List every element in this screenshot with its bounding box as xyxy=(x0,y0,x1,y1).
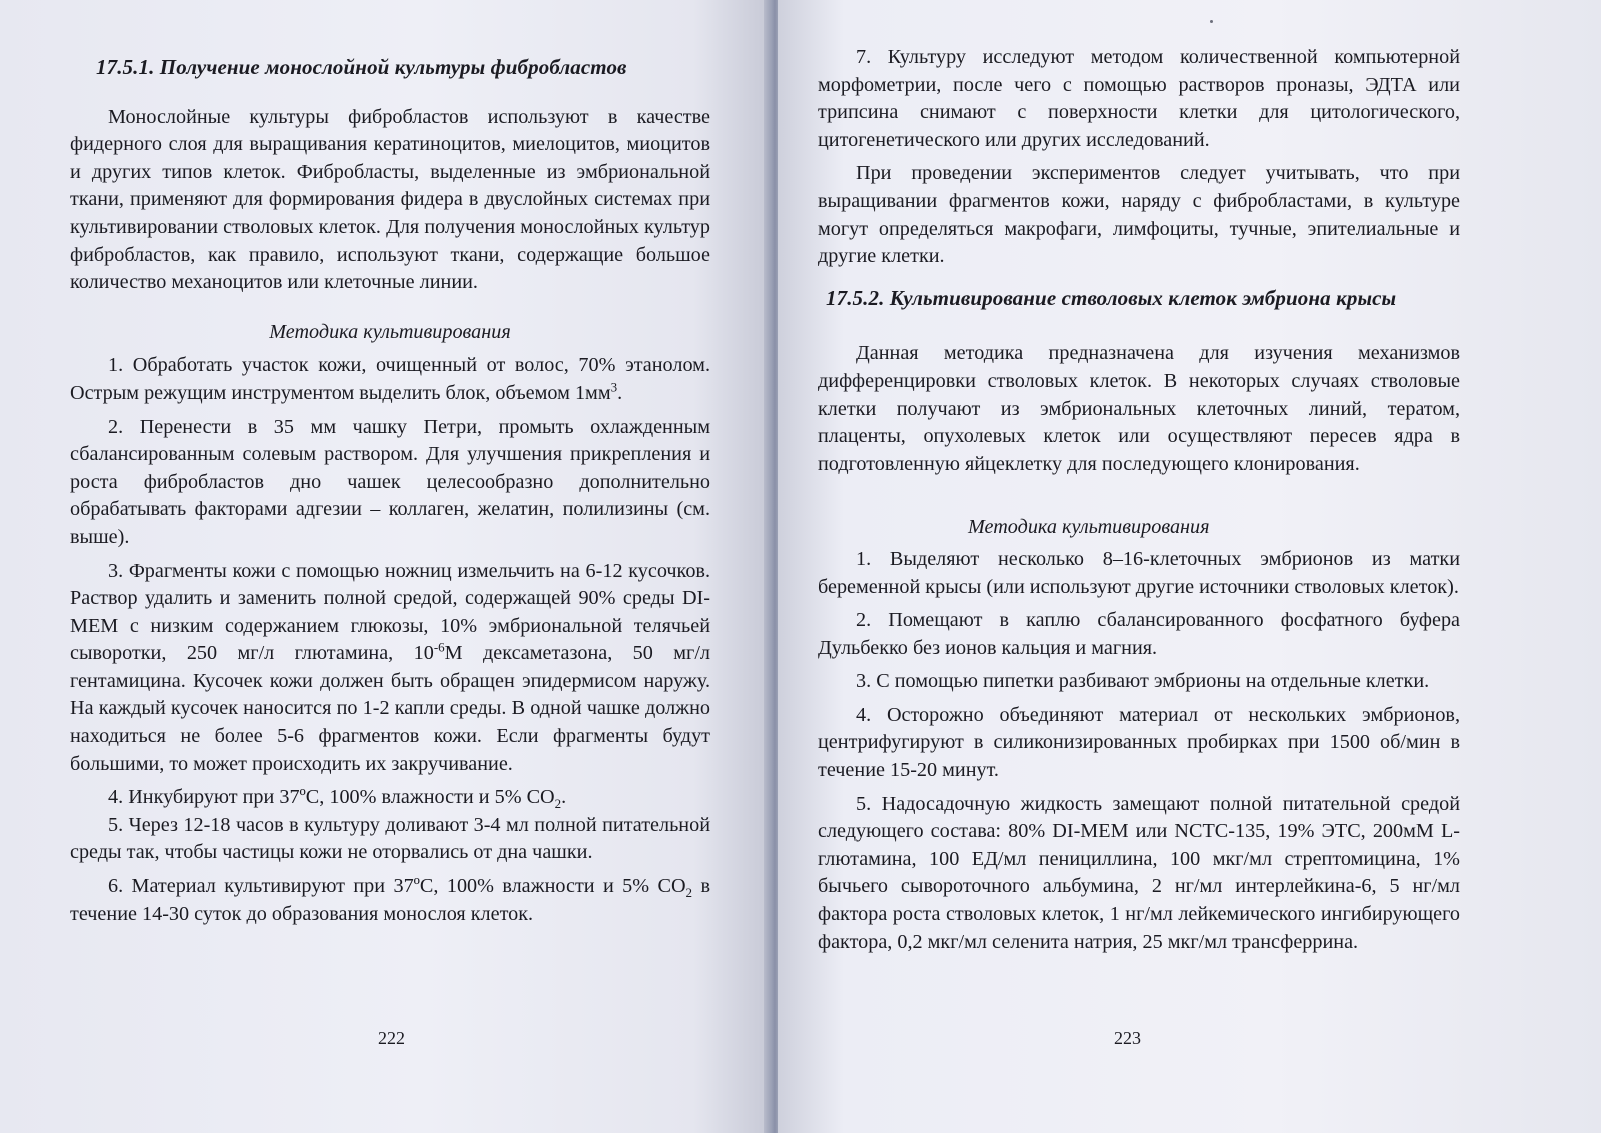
right-note-paragraph: При проведении экспериментов следует учитывать, что при выращивании фрагментов кожи, наряду с фибробластами, в культуре могут определяться макрофаги, лимфоциты, тучные, эпителиальные и другие клетки. xyxy=(818,162,1460,268)
right-intro-paragraph: Данная методика предназначена для изучения механизмов дифференцировки стволовых клеток. В некоторых случаях стволовые клетки получают из эмбриональных клеточных линий, тератом, плаценты, опухолевых клеток или осуществляют пересев ядра в подготовленную яйцеклетку для последующего клонирования. xyxy=(818,342,1460,475)
right-step-3: 3. С помощью пипетки разбивают эмбрионы на отдельные клетки. xyxy=(856,670,1430,693)
left-intro-paragraph: Монослойные культуры фибробластов используют в качестве фидерного слоя для выращивания кератиноцитов, миелоцитов, миоцитов и других типов клеток. Фибробласты, выделенные из эмбриональной ткани, применяют для формирования фидера в двуслойных системах при культивировании стволовых клеток. Для получения монослойных культур фибробластов, как правило, используют ткани, содержащие большое количество механоцитов или клеточные линии. xyxy=(70,105,710,294)
right-step-7: 7. Культуру исследуют методом количественной компьютерной морфометрии, после чего с помощью растворов проназы, ЭДТА или трипсина снимают с поверхности клетки для цитологического, цитогенетического или других исследований. xyxy=(818,46,1460,151)
right-page xyxy=(778,0,1601,1133)
left-step-3: 3. Фрагменты кожи с помощью ножниц измельчить на 6-12 кусочков. Раствор удалить и заменить полной средой, содержащей 90% среды DI-MEM с низким содержанием глюкозы, 10% эмбриональной телячьей сыворотки, 250 мг/л глютамина, $10^{-6}М$ дексаметазона, 50 мг/л гентамицина. Кусочек кожи должен быть обращен эпидермисом наружу. На каждый кусочек наносится по 1-2 капли среды. В одной чашке должно находиться не более 5-6 фрагментов кожи. Если фрагменты будут большими, то может происходить их закручивание. xyxy=(70,559,710,775)
left-method-title: Методика культивирования xyxy=(269,320,511,343)
left-step-5: 5. Через 12-18 часов в культуру доливают 3-4 мл полной питательной среды так, чтобы частицы кожи не оторвались от дна чашки. xyxy=(70,813,710,864)
right-step-2: 2. Помещают в каплю сбалансированного фосфатного буфера Дульбекко без ионов кальция и магния. xyxy=(818,609,1460,659)
right-method-title: Методика культивирования xyxy=(968,516,1210,539)
right-step-1: 1. Выделяют несколько 8–16-клеточных эмбрионов из матки беременной крысы (или используют другие источники стволовых клеток). xyxy=(818,547,1460,598)
scan-speck xyxy=(1210,20,1213,23)
left-page-number: 222 xyxy=(378,1028,405,1048)
right-step-4: 4. Осторожно объединяют материал от нескольких эмбрионов, центрифугируют в силиконизированных пробирках при 1500 об/мин в течение 15-20 минут. xyxy=(818,703,1460,782)
left-step-2: 2. Перенести в 35 мм чашку Петри, промыть охлажденным сбалансированным солевым раствором. Для улучшения прикрепления и роста фибробластов дно чашек целесообразно дополнительно обрабатывать факторами адгезии – коллаген, желатин, полилизины (см. выше). xyxy=(70,415,710,548)
right-page-number: 223 xyxy=(1114,1028,1141,1048)
left-step-6: 6. Материал культивируют при 37ºС, 100% влажности и 5% $СО_2$ в течение 14-30 суток до образования монослоя клеток. xyxy=(70,875,710,925)
left-step-1: 1. Обработать участок кожи, очищенный от волос, 70% этанолом. Острым режущим инструментом выделить блок, объемом $1мм^3$. xyxy=(70,354,710,404)
section-heading-17-5-1: 17.5.1. Получение монослойной культуры фибробластов xyxy=(96,55,627,79)
left-page xyxy=(0,0,770,1133)
right-step-5: 5. Надосадочную жидкость замещают полной питательной средой следующего состава: 80% DI-MEM или NCTC-135, 19% ЭТС, 200мМ L-глютамина, 100 ЕД/мл пенициллина, 100 мкг/мл стрептомицина, 1% бычьего сывороточного альбумина, 2 нг/мл интерлейкина-6, 5 нг/мл фактора роста стволовых клеток, 1 нг/мл лейкемического ингибирующего фактора, 0,2 мкг/мл селенита натрия, 25 мкг/мл трансферрина. xyxy=(818,792,1460,953)
right-page-text xyxy=(818,44,1460,956)
left-page-text xyxy=(70,44,710,928)
left-step-4: 4. Инкубируют при 37ºС, 100% влажности и 5% $СО_2$. xyxy=(108,786,567,812)
section-heading-17-5-2: 17.5.2. Культивирование стволовых клеток эмбриона крысы xyxy=(826,285,1397,310)
